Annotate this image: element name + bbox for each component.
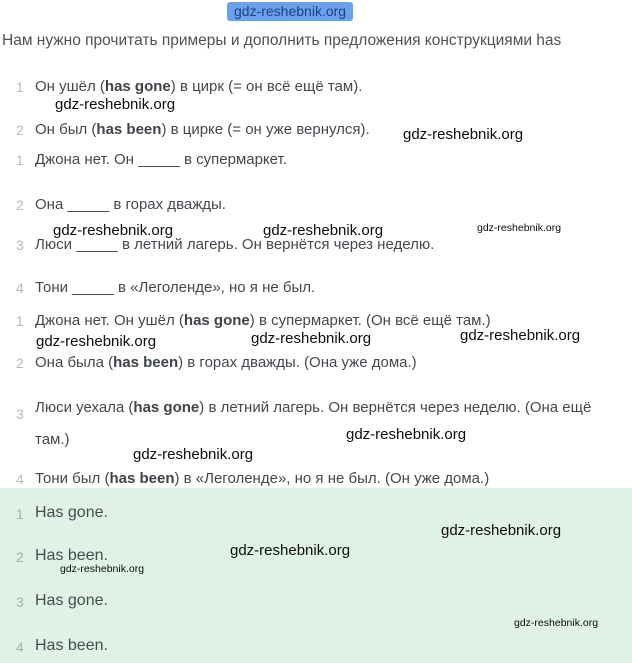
answer-item [16,502,622,524]
text-pre: Она была ( [35,354,114,371]
item-text [35,78,362,95]
watermark: gdz-reshebnik.org [60,563,145,575]
text-pre: Люси уехала ( [35,399,134,416]
watermark: gdz-reshebnik.org [263,222,384,239]
item-text: Has gone. [35,504,108,521]
answers-section [0,488,632,663]
text-post: ) в «Леголенде», но я не был. (Он уже дома.) [174,470,490,487]
text-post: ) в горах дважды. (Она уже дома.) [178,354,417,371]
item-number: 2 [16,549,24,565]
text-bold: has been [109,470,175,487]
text-bold: has been [96,121,162,138]
item-text: Has been. [35,637,108,654]
item-number: 4 [16,639,24,655]
page-title: Нам нужно прочитать примеры и дополнить предложения конструкциями has [2,32,562,49]
item-number: 3 [16,237,24,253]
watermark: gdz-reshebnik.org [346,426,467,443]
text-bold: has gone [133,399,200,416]
item-text [35,354,417,371]
watermark: gdz-reshebnik.org [477,222,562,234]
text-post: ) в летний лагерь. Он вернётся через неделю. (Она ещё там.) [35,399,592,448]
text-post: ) в цирк (= он всё ещё там). [170,78,363,95]
item-number: 4 [16,471,24,487]
item-number: 4 [16,280,24,296]
item-number: 3 [16,594,24,610]
text-post: ) в супермаркет. (Он всё ещё там.) [249,312,491,329]
watermark: gdz-reshebnik.org [441,522,562,539]
answer-item [16,635,622,657]
item-number: 1 [16,152,24,168]
text-pre: Он ушёл ( [35,78,105,95]
watermark: gdz-reshebnik.org [53,222,174,239]
watermark: gdz-reshebnik.org [55,96,176,113]
text-pre: Джона нет. Он ушёл ( [35,312,184,329]
answer-item [16,590,622,612]
text-pre: Он был ( [35,121,97,138]
item-text [35,121,370,138]
item-number: 1 [16,79,24,95]
watermark: gdz-reshebnik.org [251,330,372,347]
text-bold: has gone [183,312,250,329]
item-number: 2 [16,355,24,371]
solution-item [16,392,620,456]
item-text [35,312,491,329]
item-text: Джона нет. Он _____ в супермаркет. [35,151,287,168]
watermark: gdz-reshebnik.org [460,327,581,344]
text-bold: has gone [104,78,171,95]
watermark: gdz-reshebnik.org [36,333,157,350]
item-number: 2 [16,122,24,138]
item-number: 3 [16,406,24,422]
solution-item [16,352,622,374]
item-number: 2 [16,197,24,213]
item-text: Has gone. [35,592,108,609]
item-text [35,470,489,487]
item-number: 1 [16,506,24,522]
watermark: gdz-reshebnik.org [514,617,599,629]
text-bold: has been [113,354,179,371]
text-pre: Тони был ( [35,470,110,487]
watermark: gdz-reshebnik.org [230,542,351,559]
item-text: Люси _____ в летний лагерь. Он вернётся через неделю. [35,236,435,253]
item-text [35,399,591,448]
example-item [16,119,622,141]
watermark: gdz-reshebnik.org [403,126,524,143]
watermark: gdz-reshebnik.org [133,446,254,463]
solution-item [16,468,622,490]
item-text: Has been. [35,547,108,564]
item-number: 1 [16,313,24,329]
task-item [16,277,622,299]
watermark-top: gdz-reshebnik.org [227,2,353,21]
item-text: Тони _____ в «Леголенде», но я не был. [35,279,316,296]
text-post: ) в цирке (= он уже вернулся). [161,121,370,138]
item-text: Она _____ в горах дважды. [35,196,226,213]
task-item [16,149,622,171]
task-item [16,194,622,216]
example-item [16,76,622,98]
